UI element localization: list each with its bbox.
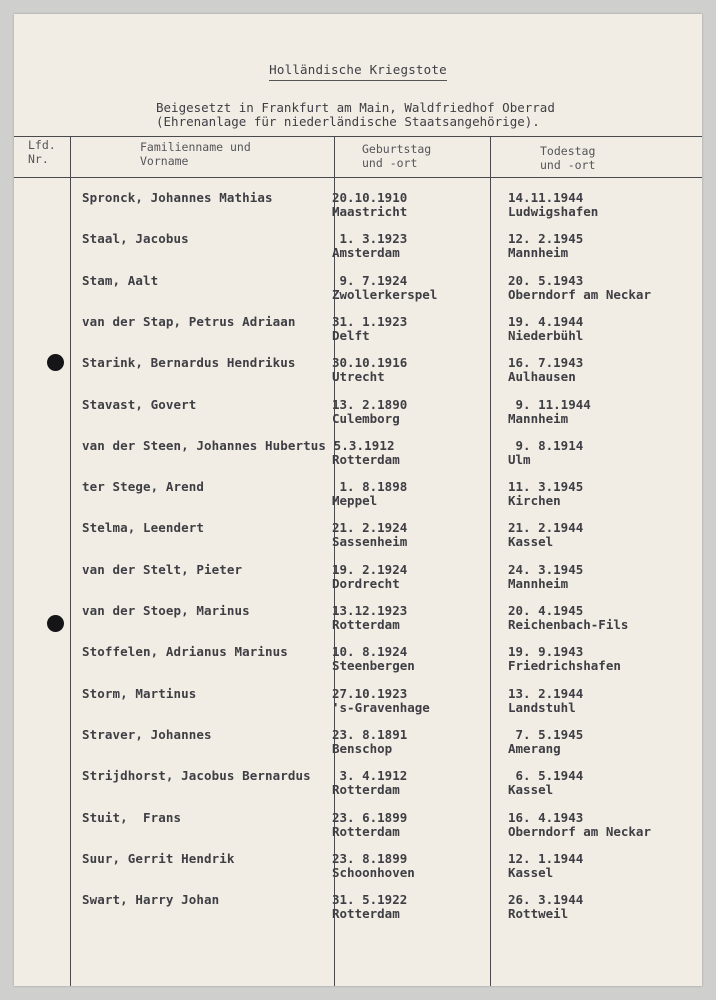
table-row <box>14 273 702 313</box>
row-death-place: Ulm <box>508 452 531 467</box>
row-death-date: 7. 5.1945 <box>508 727 584 742</box>
row-birth-date: 21. 2.1924 <box>332 520 408 535</box>
row-death-place: Niederbühl <box>508 328 584 343</box>
row-birth-date: 27.10.1923 <box>332 686 408 701</box>
header-birth-line1: Geburtstag <box>362 142 432 156</box>
subtitle-line-1: Beigesetzt in Frankfurt am Main, Waldfriedhof Oberrad <box>156 100 555 115</box>
table-row <box>14 686 702 726</box>
row-birth-date: 13.12.1923 <box>332 603 408 618</box>
header-nr <box>28 138 56 166</box>
row-name: Suur, Gerrit Hendrik <box>82 851 235 866</box>
row-birth-date: 20.10.1910 <box>332 190 408 205</box>
row-death-place: Oberndorf am Neckar <box>508 287 651 302</box>
row-death-place: Aulhausen <box>508 369 576 384</box>
row-death-place: Kirchen <box>508 493 561 508</box>
row-name: Staal, Jacobus <box>82 231 189 246</box>
row-death-place: Reichenbach-Fils <box>508 617 629 632</box>
table-header-rule <box>14 177 702 178</box>
row-death-date: 19. 4.1944 <box>508 314 584 329</box>
row-birth-place: Delft <box>332 328 370 343</box>
row-death-date: 9. 8.1914 <box>508 438 584 453</box>
row-birth-place: Rotterdam <box>332 617 400 632</box>
row-death-place: Friedrichshafen <box>508 658 621 673</box>
row-birth-place: Rotterdam <box>332 782 400 797</box>
row-death-date: 20. 4.1945 <box>508 603 584 618</box>
row-death-date: 19. 9.1943 <box>508 644 584 659</box>
row-name: van der Stelt, Pieter <box>82 562 243 577</box>
subtitle-line-2: (Ehrenanlage für niederländische Staatsangehörige). <box>156 114 540 129</box>
header-nr-line2: Nr. <box>28 152 49 166</box>
row-birth-date: 31. 5.1922 <box>332 892 408 907</box>
row-name: Stavast, Govert <box>82 397 197 412</box>
row-birth-date: 9. 7.1924 <box>332 273 408 288</box>
table-row <box>14 851 702 891</box>
row-birth-place: Rotterdam <box>332 452 400 467</box>
row-death-place: Mannheim <box>508 576 569 591</box>
header-birth <box>362 142 431 170</box>
row-name: van der Stoep, Marinus <box>82 603 250 618</box>
row-birth-place: Maastricht <box>332 204 408 219</box>
row-name: Spronck, Johannes Mathias <box>82 190 273 205</box>
row-death-date: 6. 5.1944 <box>508 768 584 783</box>
row-death-place: Kassel <box>508 865 554 880</box>
row-birth-date: 1. 8.1898 <box>332 479 408 494</box>
row-birth-place: Schoonhoven <box>332 865 415 880</box>
punch-hole <box>47 615 64 632</box>
table-row <box>14 562 702 602</box>
row-death-place: Amerang <box>508 741 561 756</box>
row-birth-place: Benschop <box>332 741 393 756</box>
row-death-date: 16. 4.1943 <box>508 810 584 825</box>
table-row <box>14 810 702 850</box>
punch-hole <box>47 354 64 371</box>
row-name: Storm, Martinus <box>82 686 197 701</box>
row-birth-date: 13. 2.1890 <box>332 397 408 412</box>
header-name <box>140 140 251 168</box>
row-death-date: 12. 2.1945 <box>508 231 584 246</box>
row-death-date: 12. 1.1944 <box>508 851 584 866</box>
row-death-date: 20. 5.1943 <box>508 273 584 288</box>
row-death-place: Kassel <box>508 782 554 797</box>
row-name: Stam, Aalt <box>82 273 159 288</box>
row-birth-place: Meppel <box>332 493 378 508</box>
row-birth-date: 23. 8.1891 <box>332 727 408 742</box>
row-name: Stoffelen, Adrianus Marinus <box>82 644 288 659</box>
header-name-line1: Familienname und <box>140 140 251 154</box>
row-birth-date: 1. 3.1923 <box>332 231 408 246</box>
header-birth-line2: und -ort <box>362 156 418 170</box>
row-death-place: Kassel <box>508 534 554 549</box>
table-row <box>14 520 702 560</box>
table-row <box>14 231 702 271</box>
table-row <box>14 727 702 767</box>
row-death-date: 26. 3.1944 <box>508 892 584 907</box>
row-name: Strijdhorst, Jacobus Bernardus <box>82 768 311 783</box>
row-death-date: 21. 2.1944 <box>508 520 584 535</box>
row-name: Stelma, Leendert <box>82 520 205 535</box>
row-birth-place: Rotterdam <box>332 824 400 839</box>
row-death-date: 11. 3.1945 <box>508 479 584 494</box>
header-death-line1: Todestag <box>540 144 596 158</box>
row-birth-date: 10. 8.1924 <box>332 644 408 659</box>
row-birth-place: Sassenheim <box>332 534 408 549</box>
row-birth-place: 's-Gravenhage <box>332 700 430 715</box>
row-death-date: 9. 11.1944 <box>508 397 591 412</box>
row-birth-place: Amsterdam <box>332 245 400 260</box>
row-death-date: 13. 2.1944 <box>508 686 584 701</box>
row-death-date: 16. 7.1943 <box>508 355 584 370</box>
row-birth-place: Zwollerkerspel <box>332 287 438 302</box>
row-death-place: Mannheim <box>508 411 569 426</box>
row-birth-date: 23. 6.1899 <box>332 810 408 825</box>
row-birth-date: 30.10.1916 <box>332 355 408 370</box>
row-death-place: Rottweil <box>508 906 569 921</box>
table-row <box>14 190 702 230</box>
row-birth-place: Rotterdam <box>332 906 400 921</box>
table-row <box>14 892 702 932</box>
row-death-place: Ludwigshafen <box>508 204 599 219</box>
row-name: van der Stap, Petrus Adriaan <box>82 314 296 329</box>
row-death-place: Landstuhl <box>508 700 576 715</box>
row-death-place: Oberndorf am Neckar <box>508 824 651 839</box>
row-birth-date: 23. 8.1899 <box>332 851 408 866</box>
row-name: Starink, Bernardus Hendrikus <box>82 355 296 370</box>
header-death-line2: und -ort <box>540 158 596 172</box>
title-text: Holländische Kriegstote <box>269 62 447 81</box>
table-row <box>14 397 702 437</box>
table-row <box>14 314 702 354</box>
document-title <box>14 62 702 77</box>
header-name-line2: Vorname <box>140 154 189 168</box>
table-row <box>14 644 702 684</box>
row-birth-date: 3. 4.1912 <box>332 768 408 783</box>
row-birth-date: 31. 1.1923 <box>332 314 408 329</box>
row-birth-place: Culemborg <box>332 411 400 426</box>
row-name: ter Stege, Arend <box>82 479 205 494</box>
table-row <box>14 603 702 643</box>
row-name: Stuit, Frans <box>82 810 182 825</box>
table-top-rule <box>14 136 702 137</box>
row-birth-place: Dordrecht <box>332 576 400 591</box>
table-row <box>14 768 702 808</box>
row-death-date: 14.11.1944 <box>508 190 584 205</box>
row-birth-place: Utrecht <box>332 369 385 384</box>
row-birth-date: 19. 2.1924 <box>332 562 408 577</box>
row-death-date: 24. 3.1945 <box>508 562 584 577</box>
header-nr-line1: Lfd. <box>28 138 56 152</box>
header-death <box>540 144 595 172</box>
row-birth-place: Steenbergen <box>332 658 415 673</box>
table-row <box>14 355 702 395</box>
row-death-place: Mannheim <box>508 245 569 260</box>
document-sheet <box>14 14 702 986</box>
row-name: van der Steen, Johannes Hubertus 5.3.1912 <box>82 438 395 453</box>
table-row <box>14 438 702 478</box>
row-name: Swart, Harry Johan <box>82 892 220 907</box>
table-row <box>14 479 702 519</box>
row-name: Straver, Johannes <box>82 727 212 742</box>
